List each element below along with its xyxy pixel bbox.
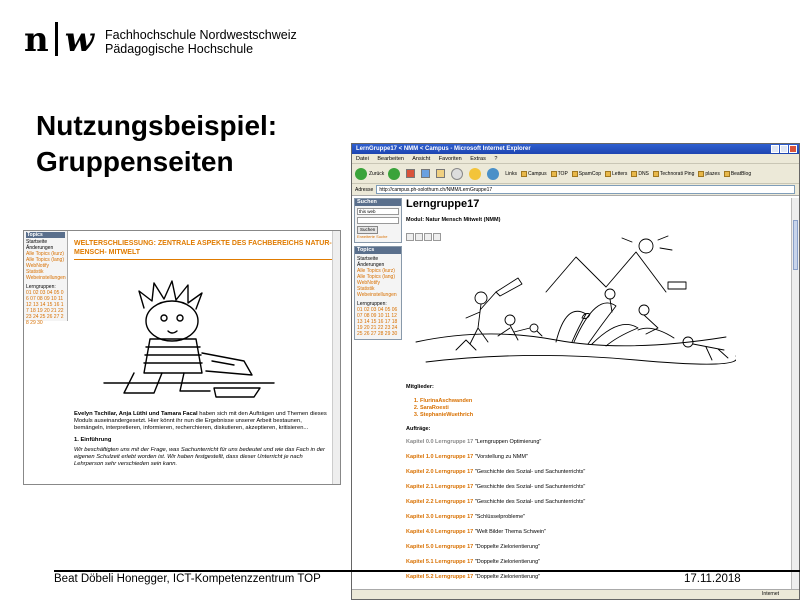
institution-line-1: Fachhochschule Nordwestschweiz <box>105 28 297 42</box>
left-body <box>74 411 332 468</box>
menu-item-favoriten[interactable]: Favoriten <box>438 156 462 162</box>
status-zone: Internet <box>762 591 779 597</box>
left-scrollbar[interactable] <box>332 231 340 484</box>
page-icon <box>724 171 730 177</box>
menu-item-datei[interactable]: Datei <box>356 156 369 162</box>
favorites-button[interactable] <box>469 168 483 180</box>
stop-icon <box>406 169 415 178</box>
back-button[interactable] <box>355 168 384 180</box>
task-link[interactable]: Kapitel 4.0 Lerngruppe 17 <box>406 529 474 535</box>
link-label: TOP <box>557 170 568 177</box>
logo-separator <box>55 22 58 56</box>
cartoon-boy-writing-illustration <box>84 273 284 403</box>
member-link[interactable]: 2. SaraRoesti <box>420 405 473 412</box>
slide-title <box>36 108 277 180</box>
search-icon <box>451 168 463 180</box>
address-bar <box>352 184 799 196</box>
task-row <box>406 483 766 498</box>
topics-link[interactable]: Statistik <box>357 286 375 292</box>
browser-toolbar <box>352 164 799 184</box>
left-sidebar <box>24 231 68 326</box>
task-link[interactable]: Kapitel 5.0 Lerngruppe 17 <box>406 544 474 550</box>
left-sidebar-link[interactable]: WebNotify <box>26 263 49 269</box>
page-icon <box>653 171 659 177</box>
tasks-list <box>406 438 766 588</box>
task-row <box>406 438 766 453</box>
footer-date: 17.11.2018 <box>684 573 741 585</box>
task-row <box>406 453 766 468</box>
member-link[interactable]: 1. FlurinaAschwanden <box>420 398 473 405</box>
slide-title-line-2: Gruppenseiten <box>36 146 234 177</box>
task-title: "Vorstellung zu NMM" <box>474 454 528 460</box>
link-technorati[interactable] <box>653 171 694 177</box>
link-label: Letters <box>612 170 628 177</box>
left-intro: haben sich mit den Aufträgen und Themen dieses Moduls auseinandergesetzt. Hier könnt ihr nun die Ergebnisse unserer Arbeit bestaunen, bemängeln, interpretieren, informieren, recherchieren, diskutieren, akzeptieren, kritisieren... <box>74 411 327 431</box>
page-title: Lerngruppe17 <box>406 198 480 210</box>
topics-link[interactable]: Alle Topics (kurz) <box>357 268 395 274</box>
scrollbar-thumb[interactable] <box>793 220 798 270</box>
logo-mark <box>24 22 93 58</box>
browser-statusbar <box>352 589 799 599</box>
page-icon <box>605 171 611 177</box>
link-label: plazes <box>705 170 720 177</box>
search-button[interactable] <box>451 168 465 180</box>
link-plazes[interactable] <box>698 171 719 177</box>
address-input[interactable]: http://campus.ph-solothurn.ch/NMM/LernGruppe17 <box>376 185 795 194</box>
window-controls <box>771 145 797 153</box>
task-row <box>406 498 766 513</box>
slide-title-line-1: Nutzungsbeispiel: <box>36 110 278 141</box>
task-link[interactable]: Kapitel 2.0 Lerngruppe 17 <box>406 469 474 475</box>
institution-line-2: Pädagogische Hochschule <box>105 42 254 56</box>
web-page <box>352 198 791 599</box>
institution-name <box>105 28 297 56</box>
forward-arrow-icon <box>388 168 400 180</box>
browser-scrollbar[interactable] <box>791 198 799 599</box>
page-icon <box>551 171 557 177</box>
minimize-icon[interactable] <box>771 145 779 153</box>
link-campus[interactable] <box>521 171 547 177</box>
link-letters[interactable] <box>605 171 627 177</box>
topics-link[interactable]: Startseite <box>357 256 379 262</box>
search-scope-select[interactable]: this web <box>357 208 399 215</box>
left-sidebar-title: Topics <box>26 232 65 238</box>
task-link[interactable]: Kapitel 2.2 Lerngruppe 17 <box>406 499 474 505</box>
menu-item-bearbeiten[interactable]: Bearbeiten <box>377 156 404 162</box>
groups-label: Lerngruppen: <box>357 301 387 307</box>
page-sidebar <box>354 198 402 343</box>
menu-item-ansicht[interactable]: Ansicht <box>412 156 431 162</box>
members-list <box>420 398 473 419</box>
advanced-search-link[interactable]: Erweiterte Suche <box>357 234 388 239</box>
page-icon <box>631 171 637 177</box>
left-sidebar-link[interactable]: Änderungen <box>26 245 54 251</box>
browser-menubar <box>352 154 799 164</box>
browser-titlebar <box>352 144 799 154</box>
star-icon <box>469 168 481 180</box>
browser-window-title: LernGruppe17 < NMM < Campus - Microsoft Internet Explorer <box>356 146 531 152</box>
left-section-heading: 1. Einführung <box>74 437 112 443</box>
menu-item-extras[interactable]: Extras <box>470 156 486 162</box>
task-title: "Geschichte des Sozial- und Sachunterrichts" <box>474 499 586 505</box>
children-exploring-nature-drawing <box>406 232 736 372</box>
task-title: "Schlüsselprobleme" <box>474 514 526 520</box>
page-icon <box>572 171 578 177</box>
refresh-icon <box>421 169 430 178</box>
task-title: "Geschichte des Sozial- und Sachunterrichts" <box>474 484 586 490</box>
home-icon <box>436 169 445 178</box>
task-row <box>406 543 766 558</box>
refresh-button[interactable] <box>421 169 432 178</box>
logo-letter-w: w <box>64 20 94 60</box>
browser-window <box>351 143 800 600</box>
link-label: Technorati Ping <box>659 170 695 177</box>
task-title: "Doppelte Zielorientierung" <box>474 574 541 580</box>
back-label: Zurück <box>369 170 385 177</box>
task-title: "Doppelte Zielorientierung" <box>474 544 541 550</box>
task-link[interactable]: Kapitel 5.1 Lerngruppe 17 <box>406 559 474 565</box>
task-row <box>406 468 766 483</box>
left-main <box>74 239 332 260</box>
left-groups-label: Lerngruppen: <box>26 284 56 290</box>
link-top[interactable] <box>551 171 568 177</box>
link-label: BeatBlog <box>730 170 752 177</box>
topics-link[interactable]: Alle Topics (lang) <box>357 274 395 280</box>
left-italic-text: Wir beschäftigten uns mit der Frage, was Sachunterricht für uns bedeutet und wie das Fach in der eigenen Schulzeit erlebt worden ist. Wir haben festgestellt, dass dieser Unterricht je nach Lehrperson sehr verschieden sein kann. <box>74 447 325 467</box>
topics-link[interactable]: Änderungen <box>357 262 385 268</box>
module-line: Modul: Natur Mensch Mitwelt (NMM) <box>406 217 501 223</box>
tasks-label: Aufträge: <box>406 426 431 432</box>
task-title: "Geschichte des Sozial- und Sachunterrichts" <box>474 469 586 475</box>
link-label: SpamCop <box>578 170 602 177</box>
topics-link[interactable]: Webeinstellungen <box>357 292 397 298</box>
task-title: "Lerngruppen Optimierung" <box>474 439 542 445</box>
footer-author: Beat Döbeli Honegger, ICT-Kompetenzzentrum TOP <box>54 573 321 585</box>
task-title: "Doppelte Zielorientierung" <box>474 559 541 565</box>
members-label: Mitglieder: <box>406 384 434 390</box>
left-sidebar-link[interactable]: Statistik <box>26 269 44 275</box>
link-label: Campus <box>527 170 547 177</box>
page-icon <box>698 171 704 177</box>
menu-item-help[interactable]: ? <box>494 156 498 162</box>
task-link[interactable]: Kapitel 1.0 Lerngruppe 17 <box>406 454 474 460</box>
task-link[interactable]: Kapitel 2.1 Lerngruppe 17 <box>406 484 474 490</box>
history-button[interactable] <box>487 168 501 180</box>
left-screenshot <box>23 230 341 485</box>
link-dns[interactable] <box>631 171 649 177</box>
links-label: Links <box>505 170 517 177</box>
task-link[interactable]: Kapitel 0.0 Lerngruppe 17 <box>406 439 474 445</box>
maximize-icon[interactable] <box>780 145 788 153</box>
link-label: DNS <box>638 170 649 177</box>
groups-numbers[interactable]: 01 02 03 04 05 06 07 08 09 10 11 12 13 14 15 16 17 18 19 20 21 22 23 24 25 26 27 28 29 30 <box>357 307 398 337</box>
task-link[interactable]: Kapitel 5.2 Lerngruppe 17 <box>406 574 474 580</box>
search-input[interactable] <box>357 217 399 224</box>
forward-button[interactable] <box>388 168 402 180</box>
task-link[interactable]: Kapitel 3.0 Lerngruppe 17 <box>406 514 474 520</box>
close-icon[interactable] <box>789 145 797 153</box>
stop-button[interactable] <box>406 169 417 178</box>
left-authors: Evelyn Tschilar, Anja Lüthi und Tamara Facal <box>74 411 198 417</box>
institution-logo <box>24 22 297 58</box>
left-groups-numbers[interactable]: 01 02 03 04 05 06 07 08 09 10 11 12 13 14 15 16 17 18 19 20 21 22 23 24 25 26 27 28 29 30 <box>26 290 64 326</box>
link-beatblog[interactable] <box>724 171 751 177</box>
page-icon <box>521 171 527 177</box>
left-sidebar-link[interactable]: Alle Topics (kurz) <box>26 251 64 257</box>
topics-link[interactable]: WebNotify <box>357 280 380 286</box>
topics-box <box>354 246 402 340</box>
search-box-title: Suchen <box>355 199 401 206</box>
search-box <box>354 198 402 243</box>
home-button[interactable] <box>436 169 447 178</box>
link-spamcop[interactable] <box>572 171 601 177</box>
left-sidebar-link[interactable]: Webeinstellungen <box>26 275 66 281</box>
topics-box-title: Topics <box>355 247 401 254</box>
left-page-heading: WELTERSCHLIESSUNG: ZENTRALE ASPEKTE DES FACHBEREICHS NATUR- MENSCH- MITWELT <box>74 239 332 260</box>
left-sidebar-link[interactable]: Startseite <box>26 239 48 245</box>
back-arrow-icon <box>355 168 367 180</box>
task-row <box>406 513 766 528</box>
logo-letter-n: n <box>24 20 48 60</box>
search-submit-button[interactable]: Suchen <box>357 226 378 234</box>
left-sidebar-link[interactable]: Alle Topics (lang) <box>26 257 64 263</box>
member-link[interactable]: 3. StephanieWuethrich <box>420 412 473 419</box>
address-label: Adresse <box>355 186 374 193</box>
history-icon <box>487 168 499 180</box>
task-row <box>406 528 766 543</box>
task-title: "Welt Bilder Thema Schwein" <box>474 529 547 535</box>
